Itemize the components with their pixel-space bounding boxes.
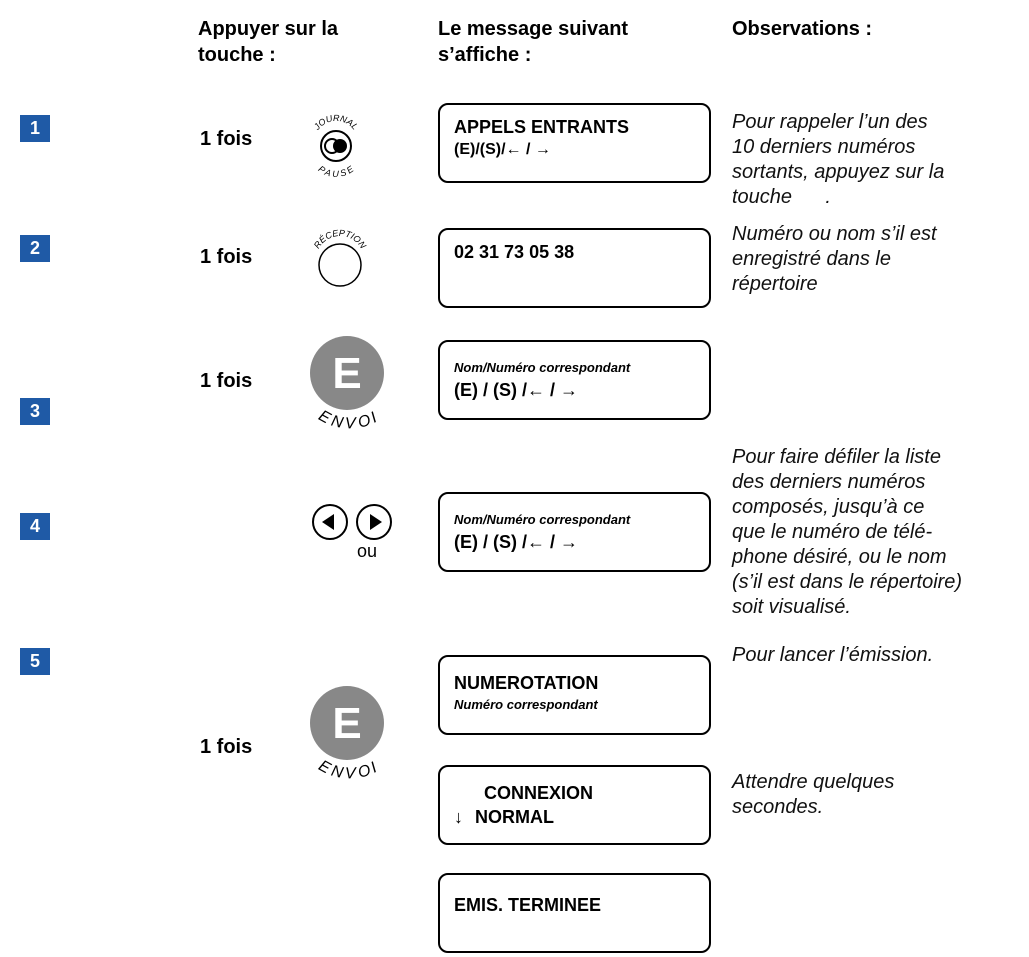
display-line-2: Numéro correspondant bbox=[454, 697, 598, 712]
svg-text:ENVOI bbox=[316, 407, 381, 432]
observation-4: Pour faire défiler la liste des derniers numéros composés, jusqu’à ce que le numéro de télé- phone désiré, ou le nom (s’il est dans le répertoire) soit visualisé. bbox=[732, 446, 963, 618]
observation-5: Pour lancer l’émission. bbox=[732, 644, 934, 666]
header-observations: Observations : bbox=[732, 18, 873, 40]
svg-text:ENVOI bbox=[316, 757, 381, 782]
display-connexion bbox=[438, 765, 711, 845]
press-count-3: 1 fois bbox=[200, 370, 253, 392]
display-line-1: NUMEROTATION bbox=[454, 673, 599, 693]
envoi-key-label: ENVOI bbox=[315, 407, 380, 433]
display-emis-terminee bbox=[438, 873, 711, 953]
reception-key-label: RÉCEPTION bbox=[311, 227, 369, 251]
display-line-2: (E)/(S)/← / → bbox=[454, 141, 551, 158]
envoi-key-letter-2: E bbox=[332, 699, 362, 748]
reception-key-icon bbox=[300, 220, 380, 300]
step-1-badge: 1 bbox=[20, 115, 50, 142]
step-2-badge: 2 bbox=[20, 235, 50, 262]
header-press-key: Appuyer sur la touche : bbox=[198, 18, 339, 66]
journal-pause-key-icon bbox=[300, 105, 372, 183]
display-line-1: EMIS. TERMINEE bbox=[454, 895, 602, 915]
display-line-1: Nom/Numéro correspondant bbox=[454, 360, 631, 375]
display-line-1: 02 31 73 05 38 bbox=[454, 242, 575, 262]
envoi-key-letter: E bbox=[332, 349, 362, 398]
display-name-number-2 bbox=[438, 492, 711, 572]
or-label: ou bbox=[357, 541, 378, 561]
step-4-badge: 4 bbox=[20, 513, 50, 540]
svg-text:PAUSE bbox=[316, 163, 356, 179]
display-line-1: APPELS ENTRANTS bbox=[454, 117, 630, 137]
display-line-2: (E) / (S) /← / → bbox=[454, 380, 578, 400]
pause-key-label: PAUSE bbox=[316, 163, 356, 180]
envoi-key-label-2: ENVOI bbox=[315, 757, 380, 783]
press-count-2: 1 fois bbox=[200, 246, 253, 268]
display-name-number bbox=[438, 340, 711, 420]
display-number bbox=[438, 228, 711, 308]
press-count-5: 1 fois bbox=[200, 736, 253, 758]
observation-1: Pour rappeler l’un des 10 derniers numéros sortants, appuyez sur la touche . bbox=[732, 111, 945, 208]
down-arrow-icon: ↓ bbox=[454, 807, 463, 827]
display-line-1: Nom/Numéro correspondant bbox=[454, 512, 631, 527]
envoi-key-icon-2 bbox=[292, 675, 402, 785]
display-line-2: (E) / (S) /← / → bbox=[454, 532, 578, 552]
observation-6: Attendre quelques secondes. bbox=[732, 771, 895, 818]
display-line-2: NORMAL bbox=[475, 807, 554, 827]
observation-2: Numéro ou nom s’il est enregistré dans le répertoire bbox=[732, 223, 937, 295]
svg-text:JOURNAL bbox=[311, 113, 360, 132]
display-line-1: CONNEXION bbox=[484, 783, 594, 803]
journal-key-label: JOURNAL bbox=[311, 112, 361, 132]
step-5-badge: 5 bbox=[20, 648, 50, 675]
envoi-key-icon bbox=[292, 325, 402, 435]
display-numerotation bbox=[438, 655, 711, 735]
step-3-badge: 3 bbox=[20, 398, 50, 425]
header-message: Le message suivant s’affiche : bbox=[438, 18, 629, 66]
press-count-1: 1 fois bbox=[200, 128, 253, 150]
display-appels-entrants bbox=[438, 103, 711, 183]
